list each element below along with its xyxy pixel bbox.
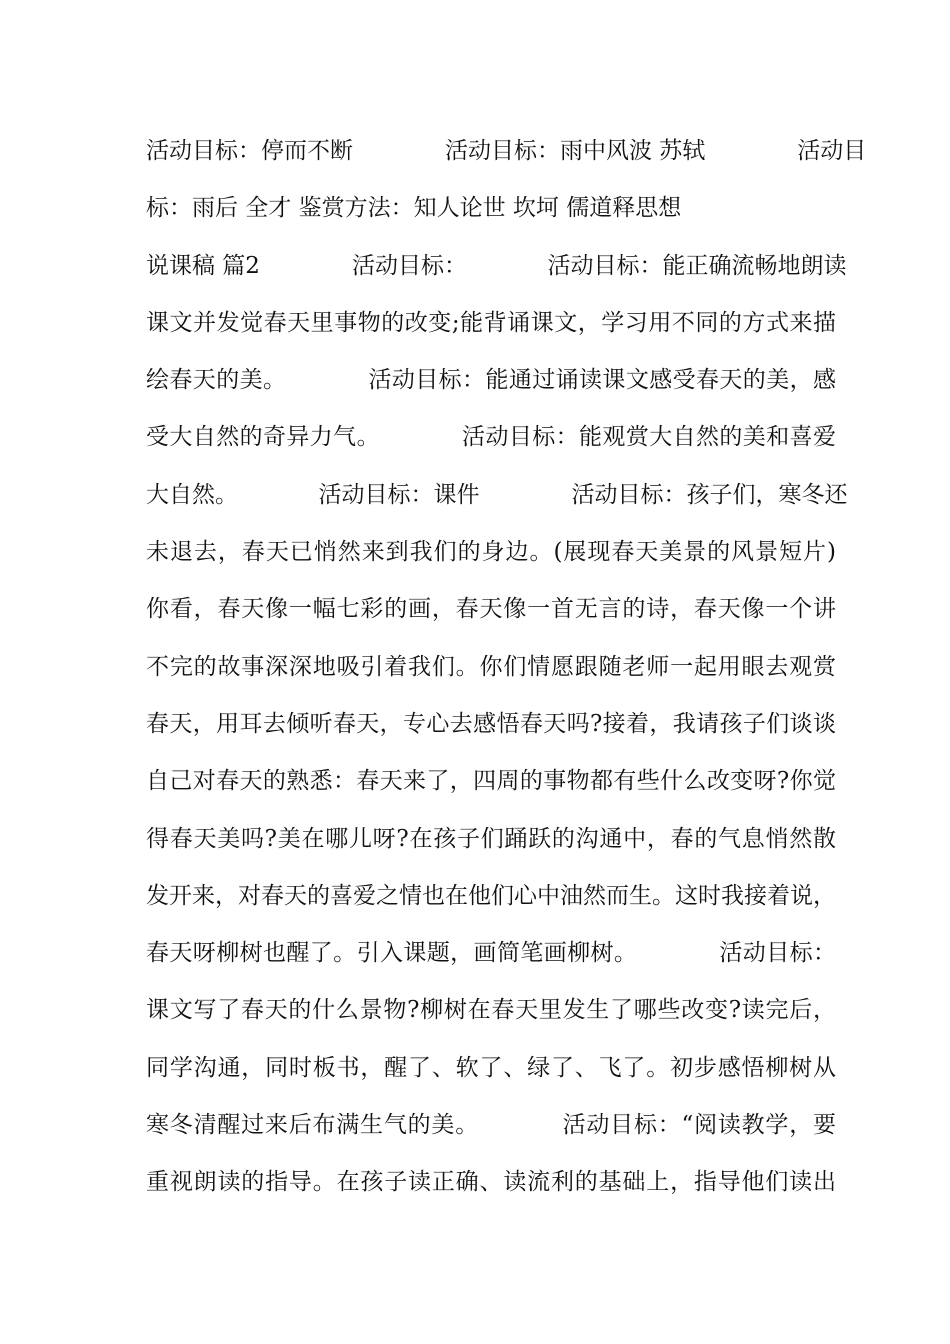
text-line: 标：雨后 全才 鉴赏方法：知人论世 坎坷 儒道释思想 (146, 195, 682, 222)
text-line: 课文写了春天的什么景物?柳树在春天里发生了哪些改变?读完后， (146, 997, 836, 1024)
text-line: 自己对春天的熟悉：春天来了，四周的事物都有些什么改变呀?你觉 (146, 768, 836, 795)
text-line: 受大自然的奇异力气。 活动目标：能观赏大自然的美和喜爱 (146, 424, 836, 451)
text-line: 活动目标：停而不断 活动目标：雨中风波 苏轼 活动目 (146, 138, 867, 164)
text-line: 绘春天的美。 活动目标：能通过诵读课文感受春天的美，感 (146, 367, 836, 394)
text-line: 说课稿 篇2 活动目标： 活动目标：能正确流畅地朗读 (146, 252, 847, 279)
text-line: 春天，用耳去倾听春天，专心去感悟春天吗?接着，我请孩子们谈谈 (146, 710, 836, 737)
text-line: 寒冬清醒过来后布满生气的美。 活动目标：“阅读教学，要 (146, 1112, 836, 1139)
text-line: 未退去，春天已悄然来到我们的身边。(展现春天美景的风景短片) (146, 539, 836, 566)
text-line: 你看，春天像一幅七彩的画，春天像一首无言的诗，春天像一个讲 (146, 596, 836, 623)
text-line: 发开来，对春天的喜爱之情也在他们心中油然而生。这时我接着说， (146, 882, 836, 909)
text-line: 得春天美吗?美在哪儿呀?在孩子们踊跃的沟通中，春的气息悄然散 (146, 825, 836, 852)
text-line: 春天呀柳树也醒了。引入课题，画简笔画柳树。 活动目标： (146, 940, 836, 967)
text-line: 课文并发觉春天里事物的改变;能背诵课文，学习用不同的方式来描 (146, 309, 836, 336)
text-line: 不完的故事深深地吸引着我们。你们情愿跟随老师一起用眼去观赏 (146, 653, 836, 680)
text-line: 大自然。 活动目标：课件 活动目标：孩子们，寒冬还 (146, 481, 848, 508)
text-line: 重视朗读的指导。在孩子读正确、读流利的基础上，指导他们读出 (146, 1169, 836, 1196)
body-text (146, 133, 867, 1222)
text-line: 同学沟通，同时板书，醒了、软了、绿了、飞了。初步感悟柳树从 (146, 1054, 836, 1081)
